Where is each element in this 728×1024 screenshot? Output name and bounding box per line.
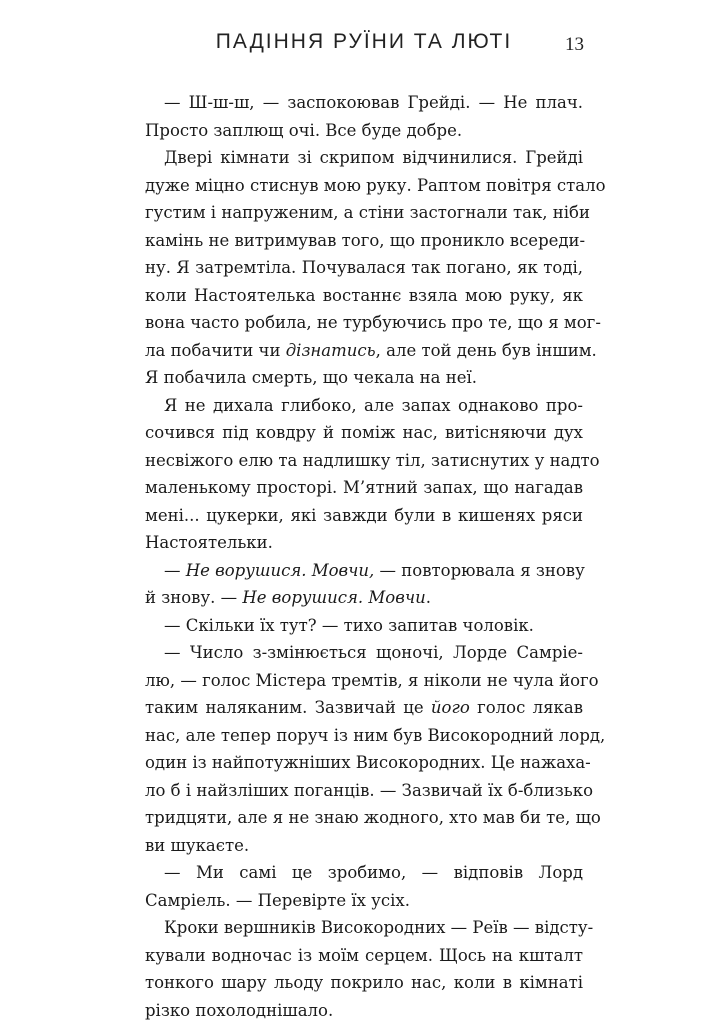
page-number: 13	[565, 34, 584, 56]
text-segment: маленькому просторі. М’ятний запах, що нагадав	[145, 478, 583, 497]
text-line	[145, 502, 583, 530]
text-line	[145, 227, 583, 255]
text-segment: Настоятельки.	[145, 533, 273, 552]
text-segment: —	[164, 561, 186, 580]
text-line	[145, 364, 583, 392]
text-segment: Самріель. — Перевірте їх усіх.	[145, 891, 410, 910]
text-line	[145, 832, 583, 860]
text-segment: різко похолоднішало.	[145, 1001, 333, 1020]
text-segment: Просто заплющ очі. Все буде добре.	[145, 121, 462, 140]
text-segment: лю, — голос Містера тремтів, я ніколи не чула його	[145, 671, 599, 690]
italic-text: Не ворушися. Мовчи	[242, 588, 425, 607]
italic-text: дізнатись	[286, 341, 376, 360]
text-line	[145, 117, 583, 145]
text-segment: Двері кімнати зі скрипом відчинилися. Грейді	[164, 148, 583, 167]
text-line	[145, 89, 583, 117]
text-line	[145, 969, 583, 997]
italic-text: його	[431, 698, 470, 717]
text-segment: один із найпотужніших Високородних. Це нажаха-	[145, 753, 591, 772]
text-line	[145, 694, 583, 722]
text-segment: камінь не витримував того, що проникло всереди-	[145, 231, 585, 250]
italic-text: Не ворушися. Мовчи,	[186, 561, 375, 580]
text-line	[145, 777, 583, 805]
text-segment: й знову. —	[145, 588, 242, 607]
text-segment: голос лякав	[470, 698, 583, 717]
text-segment: Я не дихала глибоко, але запах однаково про-	[164, 396, 583, 415]
text-segment: ну. Я затремтіла. Почувалася так погано, як тоді,	[145, 258, 583, 277]
text-segment: — Число з-змінюється щоночі, Лорде Самріе-	[164, 643, 583, 662]
text-segment: кували водночас із моїм серцем. Щось на кшталт	[145, 946, 583, 965]
text-line	[145, 447, 583, 475]
text-segment: ла побачити чи	[145, 341, 286, 360]
text-line	[145, 804, 583, 832]
text-line	[145, 557, 583, 585]
text-line	[145, 584, 583, 612]
text-line	[145, 942, 583, 970]
text-segment: таким наляканим. Зазвичай це	[145, 698, 431, 717]
text-segment: несвіжого елю та надлишку тіл, затиснутих у надто	[145, 451, 600, 470]
text-segment: дуже міцно стиснув мою руку. Раптом повітря стало	[145, 176, 606, 195]
text-segment: — повторювала я знову	[374, 561, 584, 580]
text-line	[145, 474, 583, 502]
text-line	[145, 254, 583, 282]
text-line	[145, 859, 583, 887]
text-line	[145, 309, 583, 337]
text-segment: ви шукаєте.	[145, 836, 249, 855]
text-segment: — Ш-ш-ш, — заспокоював Грейді. — Не плач.	[164, 93, 583, 112]
text-line	[145, 419, 583, 447]
text-line	[145, 144, 583, 172]
text-line	[145, 199, 583, 227]
body-text	[145, 89, 583, 1024]
text-segment: — Скільки їх тут? — тихо запитав чоловік.	[164, 616, 534, 635]
text-segment: , але той день був іншим.	[376, 341, 597, 360]
text-line	[145, 612, 583, 640]
text-segment: .	[426, 588, 431, 607]
text-line	[145, 887, 583, 915]
text-line	[145, 392, 583, 420]
text-segment: густим і напруженим, а стіни застогнали так, ніби	[145, 203, 590, 222]
text-segment: вона часто робила, не турбуючись про те, що я мог-	[145, 313, 601, 332]
text-segment: сочився під ковдру й поміж нас, витісняючи дух	[145, 423, 583, 442]
text-line	[145, 172, 583, 200]
running-title: ПАДІННЯ РУЇНИ ТА ЛЮТІ	[0, 30, 728, 54]
text-line	[145, 529, 583, 557]
text-line	[145, 997, 583, 1024]
text-line	[145, 914, 583, 942]
text-segment: тридцяти, але я не знаю жодного, хто мав би те, що	[145, 808, 601, 827]
text-segment: тонкого шару льоду покрило нас, коли в кімнаті	[145, 973, 583, 992]
text-line	[145, 667, 583, 695]
text-line	[145, 282, 583, 310]
text-segment: ло б і найзліших поганців. — Зазвичай їх б-близько	[145, 781, 593, 800]
text-line	[145, 749, 583, 777]
text-segment: мені... цукерки, які завжди були в кишенях ряси	[145, 506, 583, 525]
text-segment: Я побачила смерть, що чекала на неї.	[145, 368, 477, 387]
text-segment: — Ми самі це зробимо, — відповів Лорд	[164, 863, 583, 882]
text-segment: коли Настоятелька востаннє взяла мою руку, як	[145, 286, 583, 305]
text-line	[145, 337, 583, 365]
text-line	[145, 722, 583, 750]
text-segment: нас, але тепер поруч із ним був Високородний лорд,	[145, 726, 605, 745]
text-line	[145, 639, 583, 667]
text-segment: Кроки вершників Високородних — Реїв — відсту-	[164, 918, 593, 937]
